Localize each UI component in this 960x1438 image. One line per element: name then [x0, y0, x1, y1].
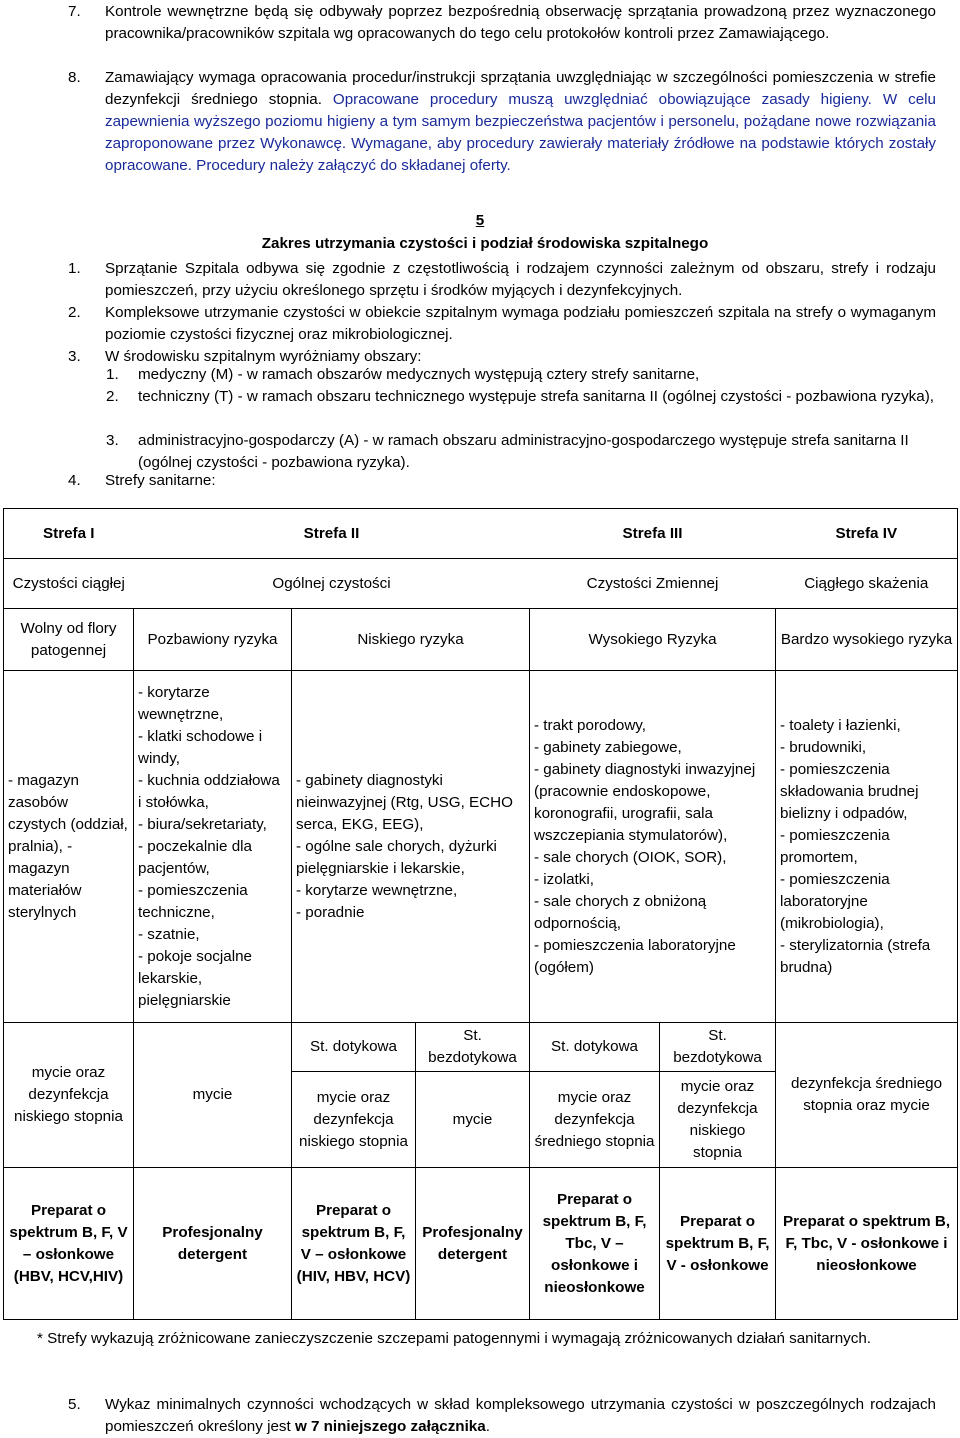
risk-zone-2b: Niskiego ryzyka — [292, 609, 530, 671]
room-entry: - poczekalnie dla pacjentów, — [138, 837, 252, 877]
room-entry: - brudowniki, — [780, 738, 867, 756]
risk-zone-3: Wysokiego Ryzyka — [530, 609, 776, 671]
risk-zone-4: Bardzo wysokiego ryzyka — [776, 609, 958, 671]
room-entry: - sterylizatornia (strefa brudna) — [780, 936, 931, 976]
section-title: Zakres utrzymania czystości i podział środowiska szpitalnego — [261, 235, 709, 252]
agent-zone-3-contact: Preparat o spektrum B, F, Tbc, V – osłonkowe i nieosłonkowe — [530, 1168, 660, 1320]
room-entry: - kuchnia oddziałowa i stołówka, — [138, 771, 280, 811]
list-item-7 — [68, 1, 936, 45]
section-item-2 — [68, 302, 936, 346]
room-entry: - pomieszczenia techniczne, — [138, 881, 248, 921]
agent-zone-3-noncontact: Preparat o spektrum B, F, V - osłonkowe — [660, 1168, 776, 1320]
list-item-8 — [68, 67, 936, 177]
item-text: techniczny (T) - w ramach obszaru technicznego występuje strefa sanitarna II (ogólnej czystości - pozbawiona ryzyka), — [138, 388, 934, 405]
cleanliness-zone-4: Ciągłego skażenia — [776, 559, 958, 609]
item-number: 3. — [106, 432, 119, 449]
cleanliness-zone-3: Czystości Zmiennej — [530, 559, 776, 609]
room-entry: - poradnie — [296, 903, 365, 921]
cleanliness-zone-2: Ogólnej czystości — [134, 559, 530, 609]
method-zone-3-noncontact: mycie oraz dezynfekcja niskiego stopnia — [660, 1072, 776, 1168]
room-entry: - sale chorych z obniżoną odpornością, — [534, 892, 707, 932]
room-entry: - ogólne sale chorych, dyżurki pielęgniarskie i lekarskie, — [296, 837, 497, 877]
method-zone-4: dezynfekcja średniego stopnia oraz mycie — [776, 1023, 958, 1168]
surface-noncontact-zone-2: St. bezdotykowa — [416, 1023, 530, 1072]
item-number: 1. — [68, 260, 81, 277]
surface-noncontact-zone-3: St. bezdotykowa — [660, 1023, 776, 1072]
room-entry: - pomieszczenia laboratoryjne (mikrobiologia), — [780, 870, 890, 932]
rooms-zone-3 — [530, 671, 776, 1023]
room-entry: - pokoje socjalne lekarskie, pielęgniarskie — [138, 947, 252, 1009]
agent-zone-2a: Profesjonalny detergent — [134, 1168, 292, 1320]
room-entry: - pomieszczenia promortem, — [780, 826, 890, 866]
sub-item-3 — [106, 430, 936, 474]
sub-item-1 — [106, 364, 936, 386]
rooms-zone-2a — [134, 671, 292, 1023]
rooms-zone-1: - magazyn zasobów czystych (oddział, pralnia), - magazyn materiałów sterylnych — [4, 671, 134, 1023]
method-zone-2a: mycie — [134, 1023, 292, 1168]
section-item-1 — [68, 258, 936, 302]
surface-contact-zone-3: St. dotykowa — [530, 1023, 660, 1072]
room-entry: - izolatki, — [534, 870, 594, 888]
header-zone-2: Strefa II — [134, 509, 530, 559]
item-text: Kompleksowe utrzymanie czystości w obiekcie szpitalnym wymaga podziału pomieszczeń szpitala na strefy o wymaganym poziomie czystości fizycznej oraz mikrobiologicznej. — [105, 304, 936, 343]
item-text-part: Wykaz minimalnych czynności wchodzących w skład kompleksowego utrzymania czystości w poszczególnych rodzajach pomieszczeń określony jest — [105, 1396, 936, 1435]
item-text — [105, 1394, 936, 1438]
room-entry: - gabinety zabiegowe, — [534, 738, 682, 756]
table-row-rooms — [4, 671, 958, 1023]
item-text: Strefy sanitarne: — [105, 472, 216, 489]
item-text: administracyjno-gospodarczy (A) - w ramach obszaru administracyjno-gospodarczego występuje strefa sanitarna II (ogólnej czystości - pozbawiona ryzyka). — [138, 432, 909, 471]
item-text-bold: w 7 niniejszego załącznika — [294, 1418, 486, 1435]
item-number: 1. — [106, 366, 119, 383]
room-entry: - trakt porodowy, — [534, 716, 646, 734]
header-zone-4: Strefa IV — [776, 509, 958, 559]
footnote: * Strefy wykazują zróżnicowane zanieczyszczenie szczepami patogennymi i wymagają zróżnicowanych działań sanitarnych. — [37, 1330, 872, 1347]
item-text-part: Zamawiający wymaga opracowania procedur/instrukcji sprzątania uwzględniając w szczególności pomieszczenia w strefie dezynfekcji średniego stopnia. — [105, 69, 936, 108]
method-zone-2-noncontact: mycie — [416, 1072, 530, 1168]
risk-zone-2a: Pozbawiony ryzyka — [134, 609, 292, 671]
table-row-headers — [4, 509, 958, 559]
rooms-zone-2b — [292, 671, 530, 1023]
agent-zone-4: Preparat o spektrum B, F, Tbc, V - osłonkowe i nieosłonkowe — [776, 1168, 958, 1320]
method-zone-3-contact: mycie oraz dezynfekcja średniego stopnia — [530, 1072, 660, 1168]
item-text: medyczny (M) - w ramach obszarów medycznych występują cztery strefy sanitarne, — [138, 366, 700, 383]
item-text: W środowisku szpitalnym wyróżniamy obszary: — [105, 348, 422, 365]
room-entry: - korytarze wewnętrzne, — [138, 683, 224, 723]
table-row-cleanliness — [4, 559, 958, 609]
section-number: 5 — [475, 212, 485, 229]
table-row-risk — [4, 609, 958, 671]
method-zone-1: mycie oraz dezynfekcja niskiego stopnia — [4, 1023, 134, 1168]
cleanliness-zone-1: Czystości ciągłej — [4, 559, 134, 609]
item-number: 5. — [68, 1396, 81, 1413]
room-entry: - toalety i łazienki, — [780, 716, 901, 734]
room-entry: - gabinety diagnostyki inwazyjnej (pracownie endoskopowe, koronografii, urografii, sala wszczepiania stymulatorów), — [534, 760, 756, 844]
sanitary-zones-table — [3, 508, 958, 1320]
risk-zone-1: Wolny od flory patogennej — [4, 609, 134, 671]
rooms-zone-4 — [776, 671, 958, 1023]
item-number: 3. — [68, 348, 81, 365]
room-entry: - pomieszczenia składowania brudnej bielizny i odpadów, — [780, 760, 919, 822]
room-entry: - biura/sekretariaty, — [138, 815, 267, 833]
item-text: Sprzątanie Szpitala odbywa się zgodnie z częstotliwością i rodzajem czynności zależnym od obszaru, strefy i rodzaju pomieszczeń, przy użyciu określonego sprzętu i środków myjących i dezynfekcyjnych. — [105, 260, 936, 299]
room-entry: - szatnie, — [138, 925, 200, 943]
agent-zone-1: Preparat o spektrum B, F, V – osłonkowe (HBV, HCV,HIV) — [4, 1168, 134, 1320]
sub-item-2 — [106, 386, 936, 408]
room-entry: - sale chorych (OIOK, SOR), — [534, 848, 727, 866]
table-row-surface-type — [4, 1023, 958, 1072]
item-text-end: . — [485, 1418, 490, 1435]
header-zone-3: Strefa III — [530, 509, 776, 559]
room-entry: - gabinety diagnostyki nieinwazyjnej (Rtg, USG, ECHO serca, EKG, EEG), — [296, 771, 513, 833]
room-entry: - klatki schodowe i windy, — [138, 727, 263, 767]
item-number: 7. — [68, 3, 81, 20]
section-item-4 — [68, 470, 936, 492]
table-row-agent — [4, 1168, 958, 1320]
room-entry: - korytarze wewnętrzne, — [296, 881, 458, 899]
list-item-5 — [68, 1394, 936, 1438]
method-zone-2-contact: mycie oraz dezynfekcja niskiego stopnia — [292, 1072, 416, 1168]
header-zone-1: Strefa I — [4, 509, 134, 559]
item-number: 2. — [106, 388, 119, 405]
item-number: 2. — [68, 304, 81, 321]
item-text-highlighted: Opracowane procedury muszą uwzględniać obowiązujące zasady higieny. W celu zapewnienia wyższego poziomu higieny a tym samym bezpieczeństwa pacjentów i personelu, pożądane nowe rozwiązania zaproponowane przez Wykonawcę. Wymagane, aby procedury zawierały materiały źródłowe na podstawie których zostały opracowane. Procedury należy załączyć do składanej oferty. — [105, 91, 936, 174]
room-entry: - pomieszczenia laboratoryjne (ogółem) — [534, 936, 736, 976]
item-text — [105, 67, 936, 177]
surface-contact-zone-2: St. dotykowa — [292, 1023, 416, 1072]
item-number: 4. — [68, 472, 81, 489]
agent-zone-2-contact: Preparat o spektrum B, F, V – osłonkowe (HIV, HBV, HCV) — [292, 1168, 416, 1320]
item-number: 8. — [68, 69, 81, 86]
agent-zone-2-noncontact: Profesjonalny detergent — [416, 1168, 530, 1320]
item-text: Kontrole wewnętrzne będą się odbywały poprzez bezpośrednią obserwację sprzątania prowadzoną przez wyznaczonego pracownika/pracowników szpitala wg opracowanych do tego celu protokołów kontroli przez Zamawiającego. — [105, 3, 936, 42]
